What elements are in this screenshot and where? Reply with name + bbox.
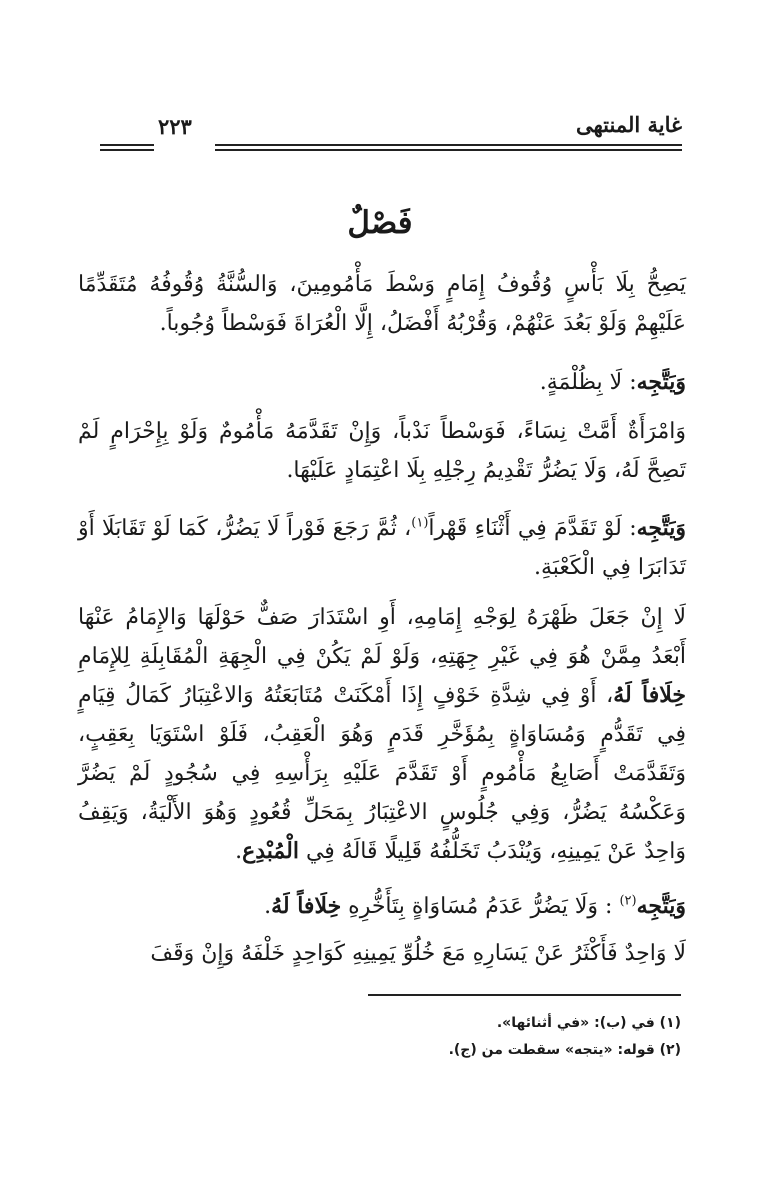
- paragraph-text: ، ثُمَّ رَجَعَ فَوْراً لَا يَضُرُّ، كَمَا لَوْ تَقَابَلَا أَوْ تَدَابَرَا فِي الْكَعْبَةِ.: [78, 516, 686, 580]
- page-header: [100, 112, 682, 142]
- paragraph-4: [78, 509, 686, 587]
- book-title: غاية المنتهى: [575, 112, 682, 137]
- header-rule-left: [100, 144, 154, 151]
- paragraph-text: ، أَوْ فِي شِدَّةِ خَوْفٍ إِذَا أَمْكَنَتْ مُتَابَعَتُهُ وَالاعْتِبَارُ كَمَالُ قِيَامٍ فِي تَقَدُّمٍ وَمُسَاوَاةٍ بِمُؤَخَّرِ قَدَمٍ وَهُوَ الْعَقِبُ، فَلَوْ اسْتَوَيَا بِعَقِبٍ، وَتَقَدَّمَتْ أَصَابِعُ مَأْمُومٍ أَوْ تَقَدَّمَ عَلَيْهِ بِرَأْسِهِ فِي سُجُودٍ لَمْ يَضُرَّ وَعَكْسُهُ يَضُرُّ، وَفِي جُلُوسٍ الاعْتِبَارُ بِمَحَلِّ قُعُودٍ وَهُوَ الأَلْيَةُ، وَيَقِفُ وَاحِدٌ عَنْ يَمِينِهِ، وَيُنْدَبُ تَخَلُّفُهُ قَلِيلًا قَالَهُ فِي: [78, 683, 686, 864]
- footnote-2: (٢) قوله: «يتجه» سقطت من (ج).: [448, 1042, 681, 1058]
- source-reference: الْمُبْدِع: [242, 838, 299, 864]
- yattajih-label: وَيَتَّجِه: [636, 369, 686, 395]
- page-number: ٢٢٣: [158, 114, 192, 139]
- footnote-1: (١) في (ب): «في أثنائها».: [496, 1015, 681, 1031]
- khilafan-lahu: خِلَافاً لَهُ: [613, 682, 686, 708]
- paragraph-2: [78, 363, 686, 402]
- paragraph-5: [78, 598, 686, 871]
- paragraph-text: : لَوْ تَقَدَّمَ فِي أَثْنَاءِ قَهْراً: [428, 516, 637, 541]
- section-title: فَصْلٌ: [347, 205, 413, 241]
- paragraph-text: وَامْرَأَةٌ أَمَّتْ نِسَاءً، فَوَسْطاً نَدْباً، وَإِنْ تَقَدَّمَهُ مَأْمُومٌ وَلَوْ بِإِحْرَامٍ لَمْ تَصِحَّ لَهُ، وَلَا يَضُرُّ تَقْدِيمُ رِجْلِهِ بِلَا اعْتِمَادٍ عَلَيْهَا.: [78, 419, 686, 483]
- header-rule-right: [215, 144, 682, 151]
- khilafan-lahu: خِلَافاً لَهُ: [271, 893, 342, 919]
- paragraph-1: [78, 265, 686, 343]
- paragraph-text: .: [264, 894, 272, 919]
- paragraph-7: [78, 934, 686, 973]
- yattajih-label: وَيَتَّجِه: [636, 515, 686, 541]
- paragraph-6: [78, 887, 686, 926]
- paragraph-text: لَا وَاحِدٌ فَأَكْثَرُ عَنْ يَسَارِهِ مَعَ خُلُوِّ يَمِينِهِ كَوَاحِدٍ خَلْفَهُ وَإِنْ وَقَفَ: [150, 941, 686, 966]
- paragraph-text: لَا إِنْ جَعَلَ ظَهْرَهُ لِوَجْهِ إِمَامِهِ، أَوِ اسْتَدَارَ صَفٌّ حَوْلَهَا وَالإِمَامُ عَنْهَا أَبْعَدُ مِمَّنْ هُوَ فِي غَيْرِ جِهَتِهِ، وَلَوْ لَمْ يَكُنْ فِي الْجِهَةِ الْمُقَابِلَةِ لِلإِمَامِ: [78, 605, 686, 669]
- paragraph-3: [78, 412, 686, 490]
- footnote-ref-1: (١): [411, 515, 429, 531]
- footnote-divider: [368, 994, 681, 996]
- footnotes: [300, 1010, 681, 1064]
- yattajih-label: وَيَتَّجِه: [636, 893, 686, 919]
- footnote-ref-2: (٢): [619, 893, 637, 909]
- paragraph-text: : لَا بِظُلْمَةٍ.: [539, 370, 637, 395]
- paragraph-text: : وَلَا يَضُرُّ عَدَمُ مُسَاوَاةٍ بِتَأَخُّرِهِ: [348, 894, 620, 919]
- paragraph-text: يَصِحُّ بِلَا بَأْسٍ وُقُوفُ إِمَامٍ وَسْطَ مَأْمُومِينَ، وَالسُّنَّةُ وُقُوفُهُ مُتَقَدِّمًا عَلَيْهِمْ وَلَوْ بَعُدَ عَنْهُمْ، وَقُرْبُهُ أَفْضَلُ، إِلَّا الْعُرَاةَ فَوَسْطاً وُجُوباً.: [78, 272, 686, 336]
- paragraph-text: .: [235, 839, 243, 864]
